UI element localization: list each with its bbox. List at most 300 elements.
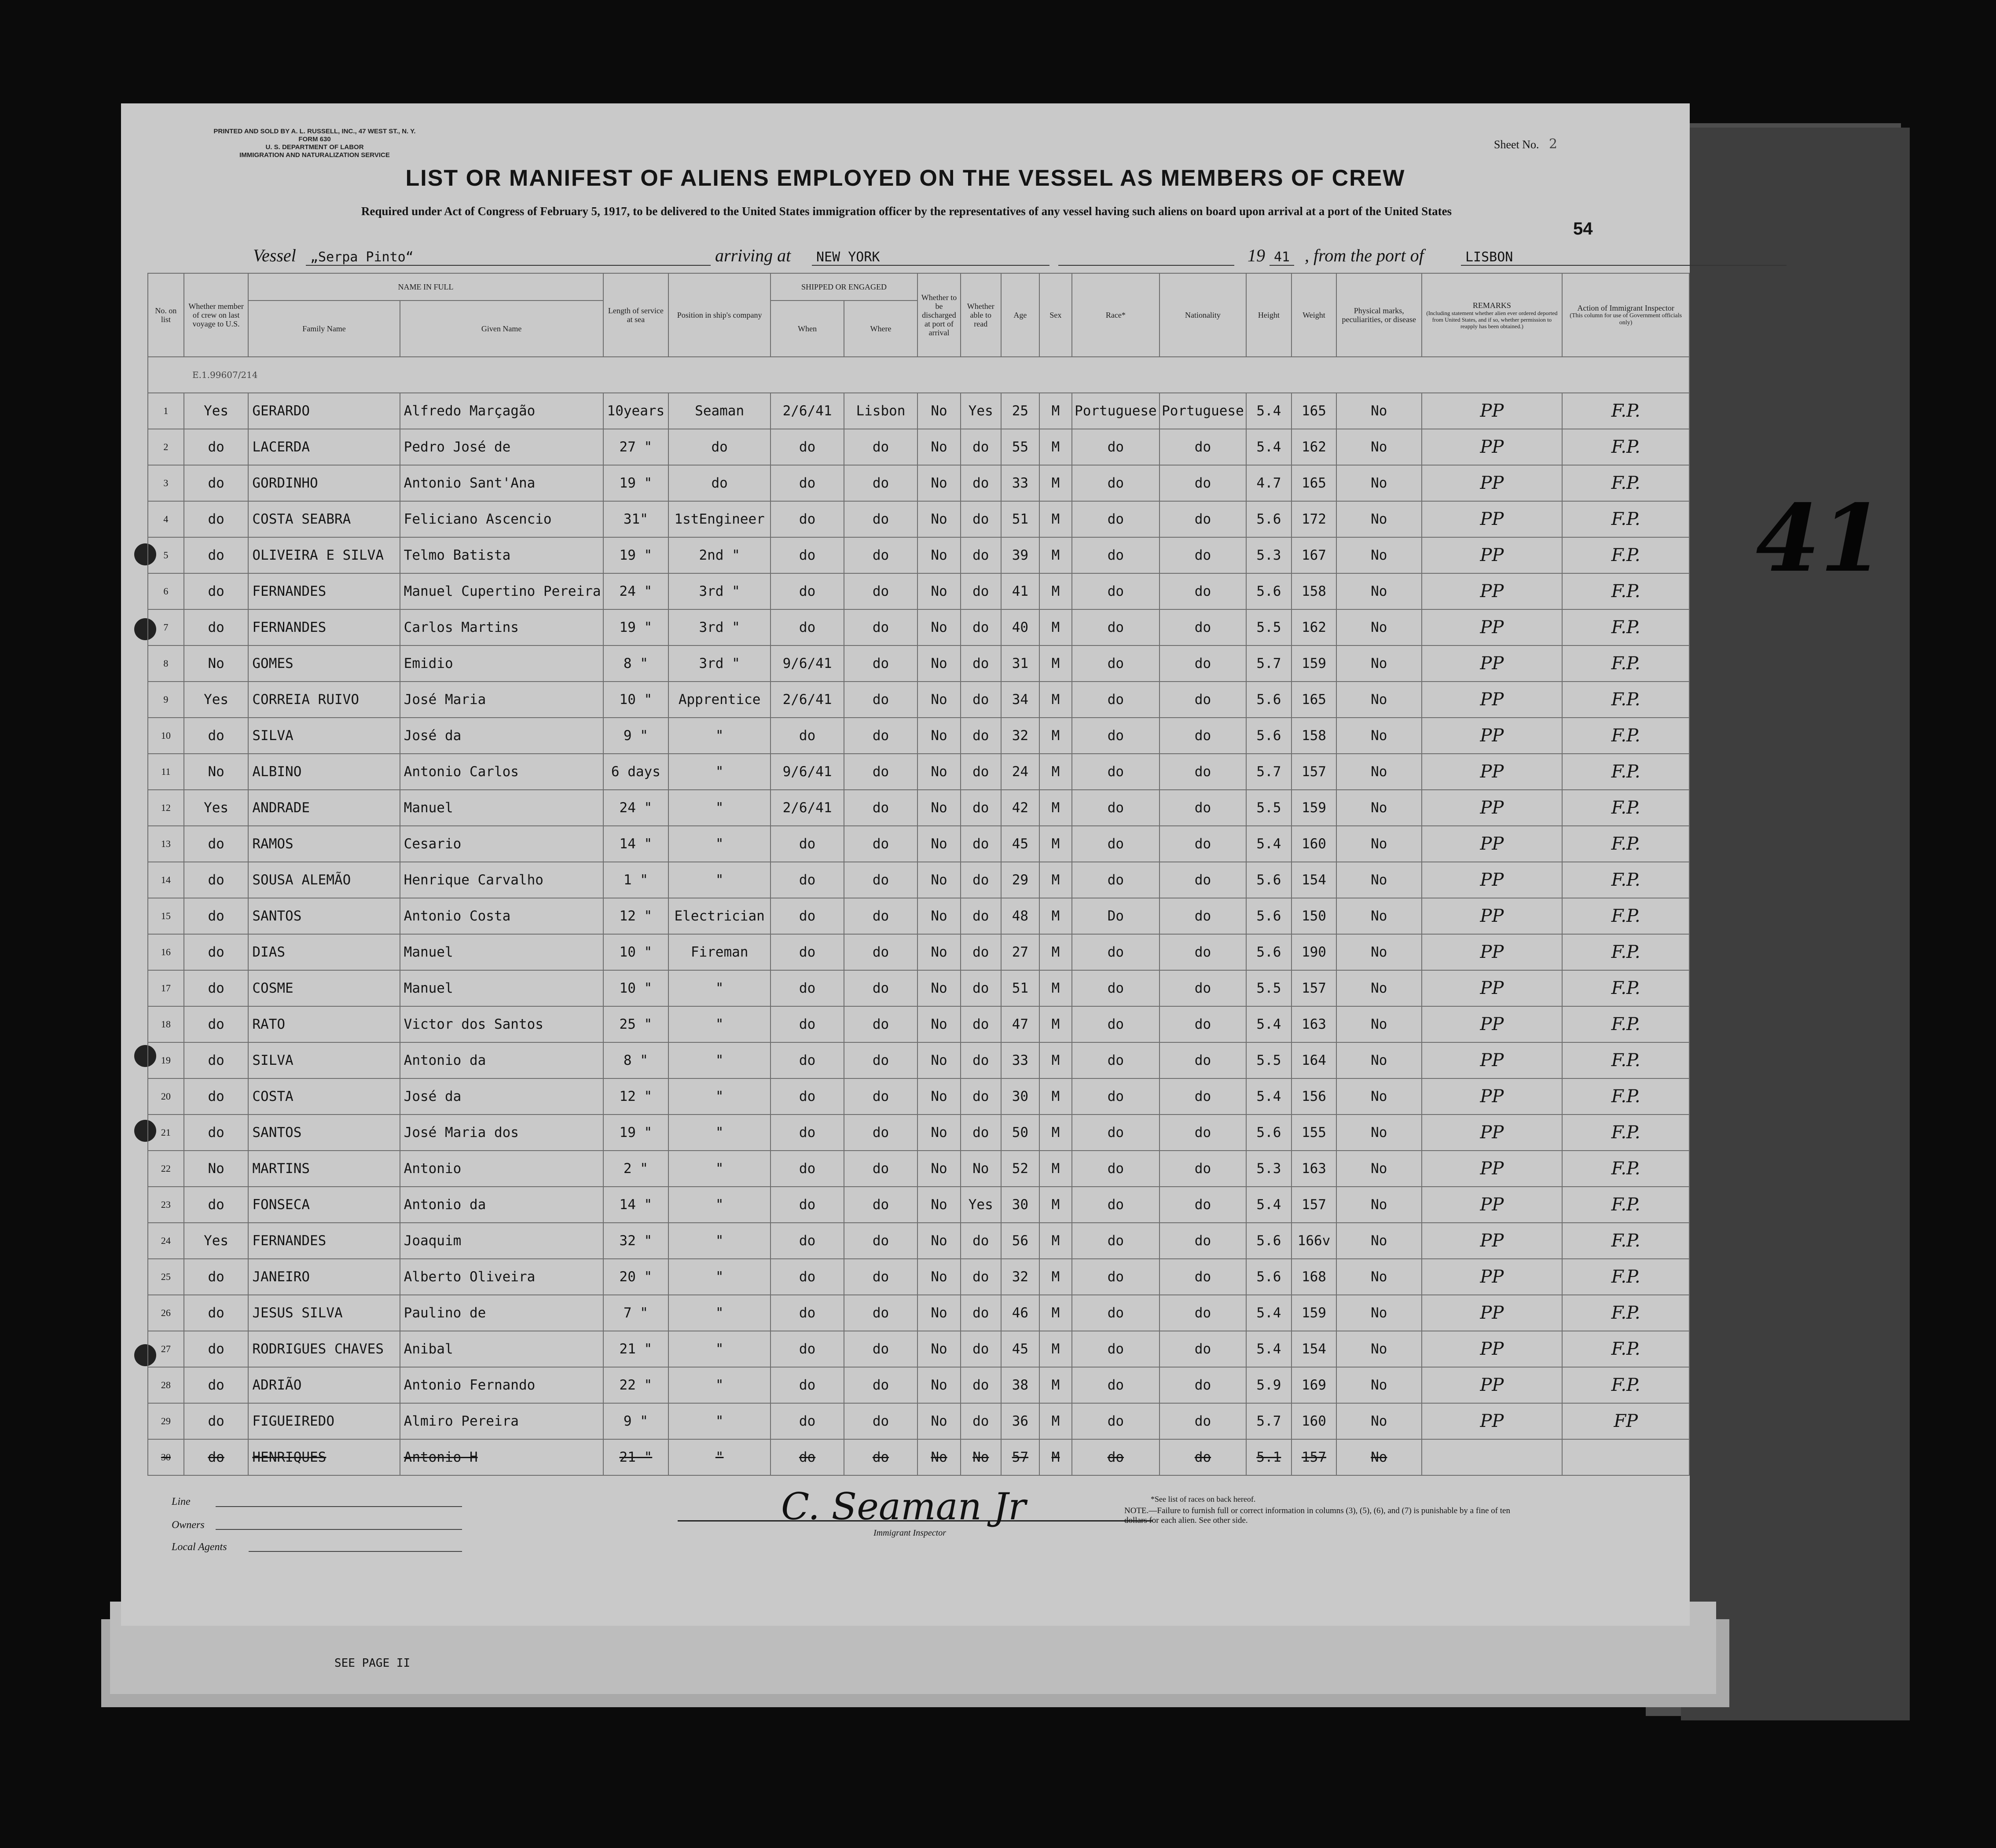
weight-cell: 157 [1292,970,1336,1006]
row-number: 24 [148,1223,184,1259]
age-cell: 33 [1001,1042,1040,1078]
manifest-sheet [121,103,1690,1626]
physical-marks-cell: No [1336,537,1422,573]
col-header-no: No. on list [148,273,184,357]
shipped-where-cell: do [844,501,917,537]
height-cell: 5.1 [1246,1439,1292,1475]
race-cell: do [1072,970,1159,1006]
remarks-cell: PP [1422,862,1563,898]
age-cell: 30 [1001,1078,1040,1115]
physical-marks-cell: No [1336,393,1422,429]
age-cell: 51 [1001,970,1040,1006]
inspector-action-cell: F.P. [1562,1367,1689,1403]
race-cell: Do [1072,898,1159,934]
row-number: 28 [148,1367,184,1403]
inspector-action-cell: F.P. [1562,862,1689,898]
age-cell: 45 [1001,826,1040,862]
col-header-shipped: SHIPPED OR ENGAGED [771,273,917,301]
family-name-cell: FERNANDES [248,1223,400,1259]
table-row [148,682,1689,718]
shipped-where-cell: do [844,1223,917,1259]
discharged-cell: No [917,898,961,934]
height-cell: 5.4 [1246,826,1292,862]
shipped-when-cell: do [771,1403,844,1439]
weight-cell: 157 [1292,1439,1336,1475]
height-cell: 5.4 [1246,429,1292,465]
age-cell: 33 [1001,465,1040,501]
attached-sheet-note: SEE PAGE II [334,1657,411,1670]
shipped-where-cell: do [844,1115,917,1151]
discharged-cell: No [917,682,961,718]
height-cell: 5.5 [1246,790,1292,826]
sex-cell: M [1039,1259,1071,1295]
service-length-cell: 14 " [603,1187,669,1223]
discharged-cell: No [917,1259,961,1295]
service-length-cell: 24 " [603,573,669,609]
shipped-when-cell: do [771,501,844,537]
weight-cell: 159 [1292,1295,1336,1331]
physical-marks-cell: No [1336,718,1422,754]
race-cell: do [1072,1295,1159,1331]
last-voyage-cell: do [184,1331,249,1367]
row-number: 21 [148,1115,184,1151]
race-cell: do [1072,934,1159,970]
sex-cell: M [1039,1078,1071,1115]
age-cell: 30 [1001,1187,1040,1223]
col-header-weight: Weight [1292,273,1336,357]
age-cell: 51 [1001,501,1040,537]
given-name-cell: Joaquim [400,1223,603,1259]
race-cell: Portuguese [1072,393,1159,429]
physical-marks-cell: No [1336,429,1422,465]
discharged-cell: No [917,1439,961,1475]
shipped-where-cell: do [844,934,917,970]
nationality-cell: do [1159,934,1246,970]
remarks-cell: PP [1422,429,1563,465]
physical-marks-cell: No [1336,1115,1422,1151]
physical-marks-cell: No [1336,754,1422,790]
family-name-cell: GERARDO [248,393,400,429]
col-header-race: Race* [1072,273,1159,357]
service-length-cell: 6 days [603,754,669,790]
row-number: 9 [148,682,184,718]
shipped-where-cell: do [844,537,917,573]
arrival-date-blank [1058,265,1234,266]
physical-marks-cell: No [1336,1042,1422,1078]
shipped-when-cell: do [771,1115,844,1151]
age-cell: 56 [1001,1223,1040,1259]
shipped-when-cell: do [771,1187,844,1223]
able-to-read-cell: do [961,1078,1001,1115]
shipped-where-cell: do [844,429,917,465]
row-number: 27 [148,1331,184,1367]
service-length-cell: 9 " [603,718,669,754]
height-cell: 5.4 [1246,1295,1292,1331]
shipped-where-cell: do [844,1151,917,1187]
race-cell: do [1072,1223,1159,1259]
shipped-when-cell: 2/6/41 [771,393,844,429]
family-name-cell: SANTOS [248,898,400,934]
sex-cell: M [1039,682,1071,718]
service-length-cell: 12 " [603,898,669,934]
sex-cell: M [1039,465,1071,501]
weight-cell: 154 [1292,862,1336,898]
arriving-label: arriving at [715,246,791,265]
shipped-where-cell: do [844,1259,917,1295]
able-to-read-cell: do [961,934,1001,970]
discharged-cell: No [917,718,961,754]
nationality-cell: do [1159,537,1246,573]
discharged-cell: No [917,862,961,898]
position-cell: 1stEngineer [668,501,771,537]
sex-cell: M [1039,826,1071,862]
age-cell: 42 [1001,790,1040,826]
given-name-cell: Manuel Cupertino Pereira [400,573,603,609]
height-cell: 5.4 [1246,393,1292,429]
service-length-cell: 7 " [603,1295,669,1331]
family-name-cell: FERNANDES [248,573,400,609]
shipped-when-cell: do [771,1042,844,1078]
col-header-last-voyage: Whether member of crew on last voyage to U.S. [184,273,249,357]
age-cell: 32 [1001,718,1040,754]
weight-cell: 190 [1292,934,1336,970]
shipped-when-cell: do [771,1223,844,1259]
weight-cell: 164 [1292,1042,1336,1078]
discharged-cell: No [917,970,961,1006]
age-cell: 47 [1001,1006,1040,1042]
shipped-where-cell: do [844,573,917,609]
inspector-action-cell [1562,1439,1689,1475]
service-length-cell: 10years [603,393,669,429]
sex-cell: M [1039,790,1071,826]
nationality-cell: do [1159,826,1246,862]
table-row [148,465,1689,501]
document-title: LIST OR MANIFEST OF ALIENS EMPLOYED ON THE VESSEL AS MEMBERS OF CREW [405,165,1405,191]
shipped-where-cell: do [844,609,917,645]
weight-cell: 165 [1292,682,1336,718]
shipped-when-cell: do [771,1367,844,1403]
row-number: 23 [148,1187,184,1223]
owners-label: Owners [172,1519,205,1531]
nationality-cell: do [1159,429,1246,465]
inspector-action-cell: F.P. [1562,573,1689,609]
race-cell: do [1072,537,1159,573]
height-cell: 5.4 [1246,1006,1292,1042]
given-name-cell: Paulino de [400,1295,603,1331]
sheet-number [1494,136,1557,152]
height-cell: 5.6 [1246,934,1292,970]
table-row [148,826,1689,862]
nationality-cell: do [1159,1367,1246,1403]
nationality-cell: do [1159,1331,1246,1367]
nationality-cell: do [1159,1006,1246,1042]
remarks-cell: PP [1422,393,1563,429]
races-note: *See list of races on back hereof. [1151,1495,1256,1503]
discharged-cell: No [917,609,961,645]
inspector-action-cell: F.P. [1562,465,1689,501]
position-cell: " [668,1187,771,1223]
nationality-cell: do [1159,1187,1246,1223]
table-row [148,429,1689,465]
race-cell: do [1072,1187,1159,1223]
given-name-cell: Telmo Batista [400,537,603,573]
last-voyage-cell: do [184,934,249,970]
shipped-when-cell: do [771,1151,844,1187]
nationality-cell: do [1159,898,1246,934]
service-length-cell: 19 " [603,609,669,645]
printer-line: PRINTED AND SOLD BY A. L. RUSSELL, INC., 47 WEST ST., N. Y. [213,128,416,135]
position-cell: " [668,826,771,862]
height-cell: 5.6 [1246,1223,1292,1259]
service-length-cell: 2 " [603,1151,669,1187]
inspector-action-cell: F.P. [1562,1078,1689,1115]
service-length-cell: 21 " [603,1439,669,1475]
col-header-name: NAME IN FULL [248,273,603,301]
able-to-read-cell: do [961,862,1001,898]
shipped-when-cell: do [771,429,844,465]
position-cell: " [668,1223,771,1259]
remarks-cell: PP [1422,1115,1563,1151]
able-to-read-cell: do [961,1367,1001,1403]
position-cell: " [668,1403,771,1439]
shipped-where-cell: do [844,862,917,898]
last-voyage-cell: Yes [184,790,249,826]
weight-cell: 154 [1292,1331,1336,1367]
weight-cell: 159 [1292,645,1336,682]
sheet-number-value: 2 [1549,136,1558,152]
row-number: 29 [148,1403,184,1439]
age-cell: 32 [1001,1259,1040,1295]
row-number: 11 [148,754,184,790]
inspector-action-cell: F.P. [1562,826,1689,862]
document-subtitle: Required under Act of Congress of February 5, 1917, to be delivered to the United States immigration officer by the representatives of any vessel having such aliens on board upon arrival at a port of the United States [361,205,1452,218]
sex-cell: M [1039,429,1071,465]
service: IMMIGRATION AND NATURALIZATION SERVICE [239,151,390,159]
able-to-read-cell: do [961,970,1001,1006]
inspector-action-cell: F.P. [1562,537,1689,573]
age-cell: 38 [1001,1367,1040,1403]
shipped-where-cell: do [844,790,917,826]
family-name-cell: SANTOS [248,1115,400,1151]
line-label: Line [172,1496,191,1507]
inspector-action-cell: F.P. [1562,970,1689,1006]
table-row [148,501,1689,537]
age-cell: 24 [1001,754,1040,790]
weight-cell: 166v [1292,1223,1336,1259]
shipped-when-cell: do [771,1331,844,1367]
last-voyage-cell: do [184,501,249,537]
last-voyage-cell: do [184,1259,249,1295]
inspector-action-cell: F.P. [1562,1223,1689,1259]
weight-cell: 156 [1292,1078,1336,1115]
shipped-when-cell: do [771,1259,844,1295]
last-voyage-cell: do [184,718,249,754]
weight-cell: 165 [1292,465,1336,501]
given-name-cell: José da [400,1078,603,1115]
height-cell: 5.6 [1246,862,1292,898]
file-reference-note: E.1.99607/214 [148,357,1689,393]
remarks-cell: PP [1422,1331,1563,1367]
shipped-when-cell: do [771,537,844,573]
physical-marks-cell: No [1336,862,1422,898]
last-voyage-cell: Yes [184,1223,249,1259]
table-row [148,862,1689,898]
remarks-cell: PP [1422,573,1563,609]
able-to-read-cell: No [961,1151,1001,1187]
physical-marks-cell: No [1336,501,1422,537]
physical-marks-cell: No [1336,465,1422,501]
weight-cell: 158 [1292,573,1336,609]
inspector-action-cell: F.P. [1562,393,1689,429]
shipped-when-cell: 2/6/41 [771,682,844,718]
nationality-cell: do [1159,1151,1246,1187]
vessel-label: Vessel [253,246,296,265]
penalty-note: NOTE.—Failure to furnish full or correct information in columns (3), (5), (6), and (7) is punishable by a fine of ten dollars for each alien. See other side. [1124,1506,1510,1525]
sex-cell: M [1039,1331,1071,1367]
height-cell: 5.7 [1246,754,1292,790]
able-to-read-cell: do [961,1042,1001,1078]
table-row [148,537,1689,573]
weight-cell: 169 [1292,1367,1336,1403]
discharged-cell: No [917,573,961,609]
shipped-where-cell: do [844,1042,917,1078]
table-row [148,1331,1689,1367]
row-number: 3 [148,465,184,501]
shipped-where-cell: do [844,1078,917,1115]
local-agents-label: Local Agents [172,1541,227,1553]
discharged-cell: No [917,1367,961,1403]
nationality-cell: do [1159,1223,1246,1259]
able-to-read-cell: do [961,754,1001,790]
sex-cell: M [1039,1403,1071,1439]
physical-marks-cell: No [1336,1259,1422,1295]
service-length-cell: 32 " [603,1223,669,1259]
family-name-cell: RODRIGUES CHAVES [248,1331,400,1367]
vessel-name: „Serpa Pinto“ [306,249,711,266]
inspector-action-cell: F.P. [1562,1259,1689,1295]
able-to-read-cell: do [961,1115,1001,1151]
discharged-cell: No [917,1151,961,1187]
manifest-rows [148,357,1689,1475]
department: U. S. DEPARTMENT OF LABOR [265,143,364,151]
weight-cell: 162 [1292,609,1336,645]
sex-cell: M [1039,1295,1071,1331]
family-name-cell: SILVA [248,1042,400,1078]
race-cell: do [1072,1259,1159,1295]
height-cell: 5.7 [1246,645,1292,682]
height-cell: 5.4 [1246,1331,1292,1367]
crew-manifest-table [147,273,1690,1476]
height-cell: 5.7 [1246,1403,1292,1439]
remarks-cell: PP [1422,609,1563,645]
given-name-cell: Carlos Martins [400,609,603,645]
inspector-action-cell: F.P. [1562,1331,1689,1367]
family-name-cell: GOMES [248,645,400,682]
service-length-cell: 1 " [603,862,669,898]
row-number: 13 [148,826,184,862]
remarks-cell: PP [1422,754,1563,790]
physical-marks-cell: No [1336,1295,1422,1331]
given-name-cell: Antonio Fernando [400,1367,603,1403]
able-to-read-cell: do [961,1295,1001,1331]
discharged-cell: No [917,1295,961,1331]
col-header-position: Position in ship's company [668,273,771,357]
able-to-read-cell: do [961,1223,1001,1259]
col-header-when: When [771,301,844,357]
row-number: 26 [148,1295,184,1331]
inspector-action-cell: F.P. [1562,1187,1689,1223]
service-length-cell: 10 " [603,934,669,970]
shipped-when-cell: do [771,573,844,609]
nationality-cell: do [1159,1439,1246,1475]
race-cell: do [1072,1078,1159,1115]
row-number: 22 [148,1151,184,1187]
row-number: 18 [148,1006,184,1042]
family-name-cell: DIAS [248,934,400,970]
position-cell: Fireman [668,934,771,970]
shipped-where-cell: do [844,826,917,862]
given-name-cell: Victor dos Santos [400,1006,603,1042]
weight-cell: 163 [1292,1151,1336,1187]
given-name-cell: Manuel [400,970,603,1006]
height-cell: 5.6 [1246,718,1292,754]
last-voyage-cell: do [184,1439,249,1475]
remarks-cell: PP [1422,1006,1563,1042]
remarks-cell: PP [1422,1223,1563,1259]
age-cell: 39 [1001,537,1040,573]
position-cell: do [668,429,771,465]
given-name-cell: Antonio Carlos [400,754,603,790]
able-to-read-cell: do [961,501,1001,537]
age-cell: 46 [1001,1295,1040,1331]
remarks-cell: PP [1422,645,1563,682]
able-to-read-cell: do [961,645,1001,682]
page-number: 54 [1573,219,1593,238]
row-number: 15 [148,898,184,934]
able-to-read-cell: do [961,718,1001,754]
remarks-cell: PP [1422,1259,1563,1295]
table-row-note [148,357,1689,393]
discharged-cell: No [917,645,961,682]
physical-marks-cell: No [1336,1403,1422,1439]
last-voyage-cell: do [184,1367,249,1403]
family-name-cell: MARTINS [248,1151,400,1187]
table-row [148,898,1689,934]
table-row [148,1006,1689,1042]
race-cell: do [1072,862,1159,898]
nationality-cell: do [1159,790,1246,826]
service-length-cell: 27 " [603,429,669,465]
inspector-action-cell: F.P. [1562,1151,1689,1187]
service-length-cell: 19 " [603,1115,669,1151]
last-voyage-cell: do [184,1115,249,1151]
remarks-instructions: (Including statement whether alien ever ordered deported from United States, and if so, whether permission to reapply has been obtained.) [1426,309,1558,330]
service-length-cell: 10 " [603,682,669,718]
remarks-cell: PP [1422,934,1563,970]
departure-port: LISBON [1461,249,1787,266]
inspector-action-cell: F.P. [1562,1006,1689,1042]
able-to-read-cell: do [961,1331,1001,1367]
nationality-cell: do [1159,1042,1246,1078]
age-cell: 45 [1001,1331,1040,1367]
table-row [148,1187,1689,1223]
given-name-cell: Anibal [400,1331,603,1367]
col-header-given-name: Given Name [400,301,603,357]
family-name-cell: COSME [248,970,400,1006]
given-name-cell: Cesario [400,826,603,862]
inspector-caption: Immigrant Inspector [873,1528,946,1538]
shipped-when-cell: do [771,898,844,934]
